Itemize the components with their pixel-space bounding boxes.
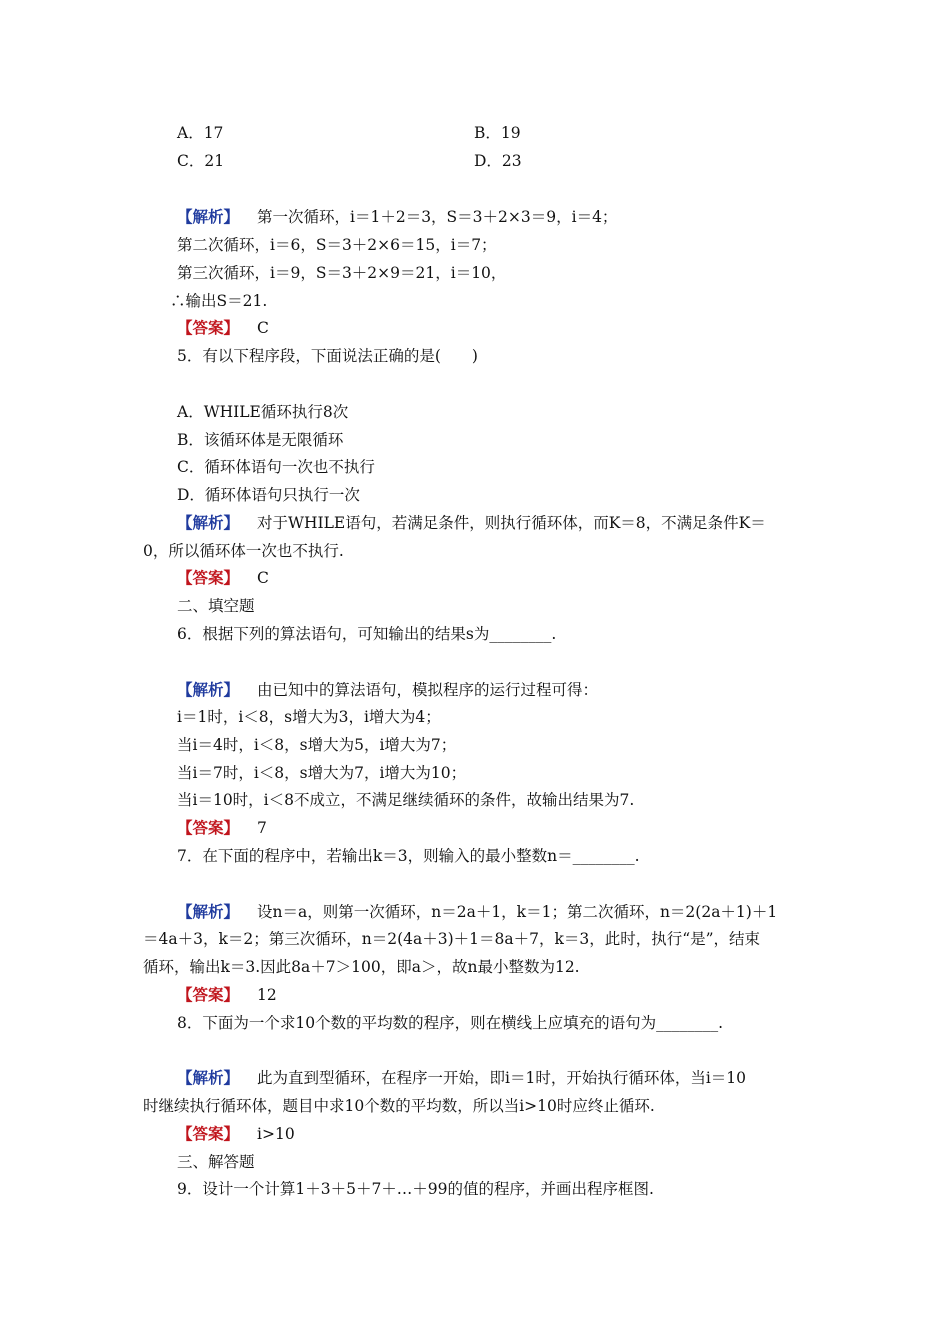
- analysis-line: [177, 1068, 746, 1088]
- analysis-line: 循环，输出k＝3.因此8a＋7＞100，即a＞，故n最小整数为12.: [143, 958, 580, 976]
- option-b: B．该循环体是无限循环: [177, 431, 344, 449]
- answer-text: i>10: [257, 1125, 295, 1143]
- question-text: 5．有以下程序段，下面说法正确的是( ): [177, 347, 478, 365]
- answer-text: 7: [257, 819, 267, 837]
- analysis-line: 0，所以循环体一次也不执行.: [143, 542, 344, 560]
- answer-text: C: [257, 569, 269, 587]
- analysis-tag: 【解析】: [177, 208, 240, 226]
- answer-line: [177, 818, 267, 838]
- analysis-line: 当i＝7时，i＜8，s增大为7，i增大为10；: [177, 764, 467, 782]
- option-b: B．19: [474, 124, 521, 142]
- answer-tag: 【答案】: [177, 319, 240, 337]
- analysis-line: [177, 513, 766, 533]
- analysis-line: ∴输出S＝21.: [170, 292, 268, 310]
- question-text: 9．设计一个计算1＋3＋5＋7＋…＋99的值的程序，并画出程序框图.: [177, 1180, 654, 1198]
- analysis-line: 当i＝4时，i＜8，s增大为5，i增大为7；: [177, 736, 457, 754]
- answer-line: [177, 1124, 295, 1144]
- analysis-tag: 【解析】: [177, 1069, 240, 1087]
- section-heading: 三、解答题: [177, 1153, 255, 1171]
- analysis-line: i＝1时，i＜8，s增大为3，i增大为4；: [177, 708, 441, 726]
- analysis-line: 当i＝10时，i＜8不成立，不满足继续循环的条件，故输出结果为7.: [177, 791, 635, 809]
- analysis-line: [177, 207, 617, 227]
- question-text: 8．下面为一个求10个数的平均数的程序，则在横线上应填充的语句为________.: [177, 1014, 724, 1032]
- analysis-text: 由已知中的算法语句，模拟程序的运行过程可得：: [257, 681, 599, 699]
- option-d: D．循环体语句只执行一次: [177, 486, 360, 504]
- question-text: 7．在下面的程序中，若输出k＝3，则输入的最小整数n＝________.: [177, 847, 640, 865]
- analysis-line: 第三次循环，i＝9，S＝3＋2×9＝21，i＝10，: [177, 264, 507, 282]
- analysis-line: [177, 902, 777, 922]
- analysis-tag: 【解析】: [177, 514, 240, 532]
- answer-text: C: [257, 319, 269, 337]
- answer-line: [177, 985, 277, 1005]
- analysis-line: 第二次循环，i＝6，S＝3＋2×6＝15，i＝7；: [177, 236, 497, 254]
- analysis-line: [177, 680, 598, 700]
- answer-tag: 【答案】: [177, 1125, 240, 1143]
- section-heading: 二、填空题: [177, 597, 255, 615]
- answer-line: [177, 568, 269, 588]
- answer-tag: 【答案】: [177, 986, 240, 1004]
- analysis-tag: 【解析】: [177, 903, 240, 921]
- analysis-text: 设n＝a，则第一次循环，n＝2a＋1，k＝1；第二次循环，n＝2(2a＋1)＋1: [257, 903, 778, 921]
- option-a: A．WHILE循环执行8次: [177, 403, 349, 421]
- option-c: C．循环体语句一次也不执行: [177, 458, 375, 476]
- answer-line: [177, 318, 269, 338]
- option-c: C．21: [177, 152, 225, 170]
- question-text: 6．根据下列的算法语句，可知输出的结果s为________.: [177, 625, 557, 643]
- answer-tag: 【答案】: [177, 819, 240, 837]
- analysis-text: 第一次循环，i＝1＋2＝3，S＝3＋2×3＝9，i＝4；: [257, 208, 618, 226]
- analysis-line: ＝4a＋3，k＝2；第三次循环，n＝2(4a＋3)＋1＝8a＋7，k＝3，此时，执行“是”，结束: [143, 930, 761, 948]
- option-d: D．23: [474, 152, 522, 170]
- analysis-line: 时继续执行循环体，题目中求10个数的平均数，所以当i>10时应终止循环.: [143, 1097, 655, 1115]
- answer-text: 12: [257, 986, 277, 1004]
- analysis-tag: 【解析】: [177, 681, 240, 699]
- option-a: A．17: [177, 124, 224, 142]
- answer-tag: 【答案】: [177, 569, 240, 587]
- analysis-text: 此为直到型循环，在程序一开始，即i＝1时，开始执行循环体，当i＝10: [257, 1069, 747, 1087]
- analysis-text: 对于WHILE语句，若满足条件，则执行循环体，而K＝8，不满足条件K＝: [257, 514, 766, 532]
